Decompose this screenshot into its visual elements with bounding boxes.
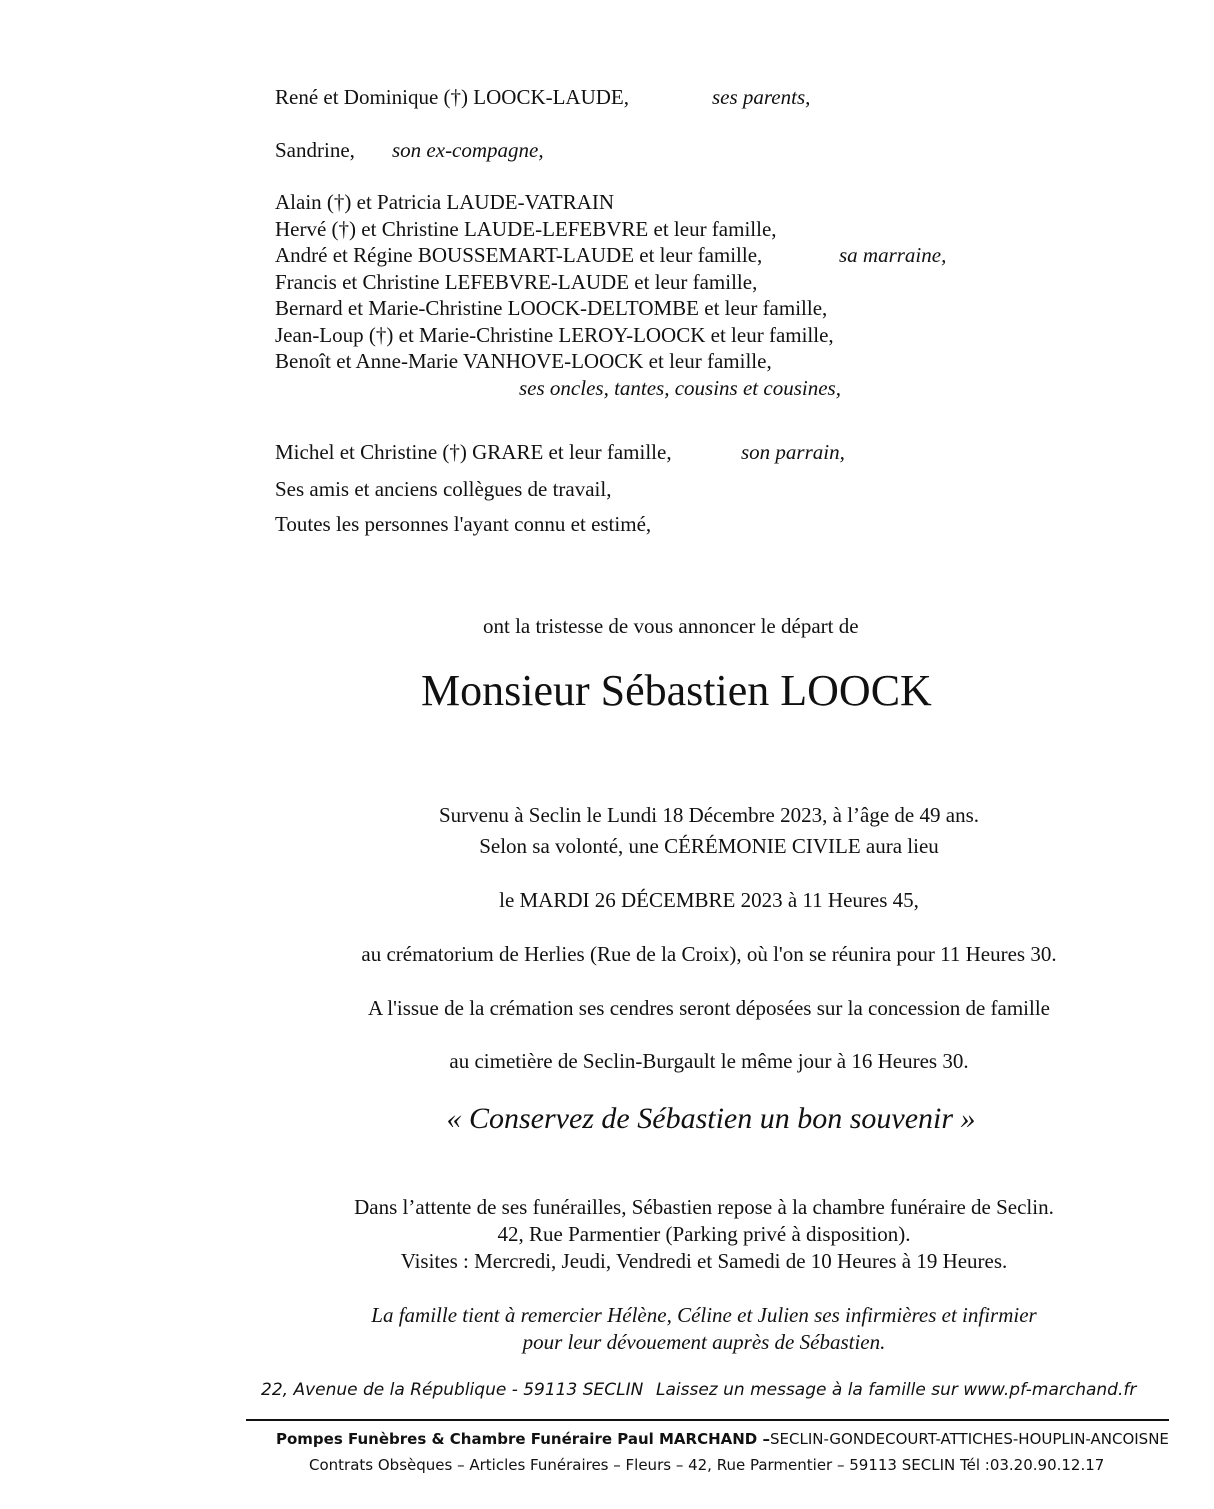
- friends-line: Ses amis et anciens collègues de travail,: [275, 477, 612, 501]
- thanks-line-2: pour leur dévouement auprès de Sébastien.: [522, 1330, 886, 1354]
- death-details: Survenu à Seclin le Lundi 18 Décembre 2023, à l’âge de 49 ans.: [438, 803, 979, 827]
- family-row: Jean-Loup (†) et Marie-Christine LEROY-LOOCK et leur famille,: [275, 322, 834, 347]
- visits-line-3: Visites : Mercredi, Jeudi, Vendredi et Samedi de 10 Heures à 19 Heures.: [400, 1249, 1008, 1273]
- family-row: Hervé (†) et Christine LAUDE-LEFEBVRE et leur famille,: [275, 216, 777, 241]
- family-row: Alain (†) et Patricia LAUDE-VATRAIN: [275, 190, 615, 214]
- visits-line-2: 42, Rue Parmentier (Parking privé à disposition).: [497, 1222, 911, 1246]
- message-invite: Laissez un message à la famille sur www.pf-marchand.fr: [656, 1380, 1137, 1400]
- ex-companion-name: Sandrine,: [275, 138, 355, 162]
- footer-company: Pompes Funèbres & Chambre Funéraire Paul MARCHAND –: [276, 1430, 770, 1448]
- parents-line: [275, 84, 629, 111]
- ceremony-type: Selon sa volonté, une CÉRÉMONIE CIVILE aura lieu: [479, 834, 939, 858]
- footer-divider: [246, 1419, 1169, 1421]
- family-row-text: André et Régine BOUSSEMART-LAUDE et leur famille,: [275, 243, 763, 267]
- marraine-role: sa marraine,: [839, 243, 947, 267]
- footer-towns: SECLIN-GONDECOURT-ATTICHES-HOUPLIN-ANCOISNE: [769, 1430, 1169, 1448]
- family-row: Benoît et Anne-Marie VANHOVE-LOOCK et leur famille,: [275, 349, 772, 373]
- family-row: Bernard et Marie-Christine LOOCK-DELTOMBE et leur famille,: [275, 296, 828, 320]
- thanks-line-1: La famille tient à remercier Hélène, Céline et Julien ses infirmières et infirmier: [371, 1303, 1037, 1327]
- family-list: [275, 189, 947, 401]
- ex-companion-role: son ex-compagne,: [392, 138, 544, 162]
- ashes-line-2: au cimetière de Seclin-Burgault le même jour à 16 Heures 30.: [449, 1049, 969, 1073]
- parents-role: ses parents,: [712, 85, 811, 109]
- memorial-quote: « Conservez de Sébastien un bon souvenir »: [446, 1102, 976, 1135]
- everyone-line: Toutes les personnes l'ayant connu et estimé,: [275, 512, 652, 536]
- parrain-role: son parrain,: [741, 440, 845, 464]
- ceremony-place: au crématorium de Herlies (Rue de la Croix), où l'on se réunira pour 11 Heures 30.: [361, 942, 1057, 966]
- parents-names: René et Dominique (†) LOOCK-LAUDE,: [275, 85, 630, 109]
- family-row: Francis et Christine LEFEBVRE-LAUDE et leur famille,: [275, 269, 758, 294]
- deceased-name: Monsieur Sébastien LOOCK: [421, 666, 932, 715]
- parrain-names: Michel et Christine (†) GRARE et leur famille,: [275, 440, 672, 464]
- visits-line-1: Dans l’attente de ses funérailles, Sébastien repose à la chambre funéraire de Seclin.: [354, 1195, 1054, 1219]
- ashes-line-1: A l'issue de la crémation ses cendres seront déposées sur la concession de famille: [368, 996, 1050, 1020]
- family-group-role: ses oncles, tantes, cousins et cousines,: [519, 375, 841, 400]
- family-row: [275, 242, 947, 269]
- ceremony-date: le MARDI 26 DÉCEMBRE 2023 à 11 Heures 45,: [499, 888, 919, 912]
- footer-services: Contrats Obsèques – Articles Funéraires – Fleurs – 42, Rue Parmentier – 59113 SECLIN Tél :03.20.90.12.17: [309, 1456, 1105, 1474]
- announcement-intro: ont la tristesse de vous annoncer le départ de: [483, 614, 859, 638]
- funeral-home-address: 22, Avenue de la République - 59113 SECLIN: [261, 1380, 644, 1400]
- footer-company-line: [276, 1430, 1169, 1448]
